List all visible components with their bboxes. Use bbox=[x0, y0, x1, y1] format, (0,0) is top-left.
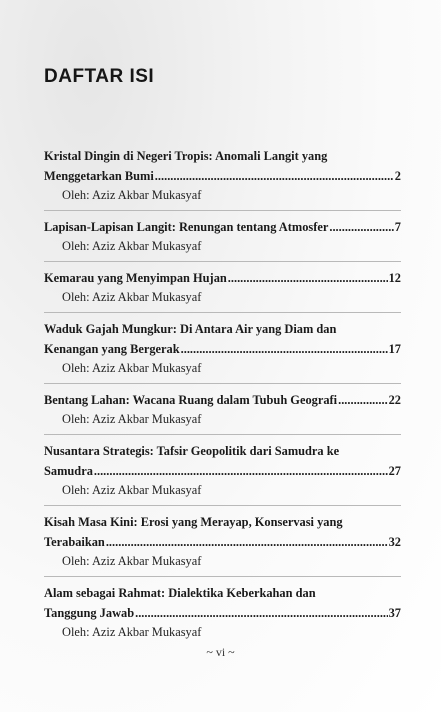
page-number: 7 bbox=[394, 220, 401, 234]
leader-dots bbox=[94, 461, 388, 481]
toc-entry-title-line: Samudra ..... 27 bbox=[44, 461, 401, 481]
toc-entry[interactable] bbox=[44, 512, 401, 574]
page-number: 12 bbox=[388, 271, 401, 285]
toc-entry-title-line: Lapisan-Lapisan Langit: Renungan tentang Atmosfer ..... 7 bbox=[44, 217, 401, 237]
toc-entry-author: Oleh: Aziz Akbar Mukasyaf bbox=[62, 239, 202, 253]
divider bbox=[44, 261, 401, 262]
toc-entry[interactable] bbox=[44, 390, 401, 432]
table-of-contents bbox=[44, 146, 401, 645]
toc-entry-author: Oleh: Aziz Akbar Mukasyaf bbox=[62, 361, 202, 375]
toc-entry-title-line: Menggetarkan Bumi ..... 2 bbox=[44, 166, 401, 186]
toc-entry-author: Oleh: Aziz Akbar Mukasyaf bbox=[62, 188, 202, 202]
toc-entry-title-line: Kenangan yang Bergerak ..... 17 bbox=[44, 339, 401, 359]
toc-entry-title-line: Kisah Masa Kini: Erosi yang Merayap, Konservasi yang bbox=[44, 515, 343, 529]
toc-entry-title-line: Bentang Lahan: Wacana Ruang dalam Tubuh Geografi ..... 22 bbox=[44, 390, 401, 410]
page-number: 17 bbox=[388, 342, 401, 356]
toc-entry-title-line: Nusantara Strategis: Tafsir Geopolitik dari Samudra ke bbox=[44, 444, 340, 458]
leader-dots bbox=[338, 390, 388, 410]
toc-entry-title-line: Tanggung Jawab ..... 37 bbox=[44, 603, 401, 623]
page-number: 37 bbox=[388, 606, 401, 620]
page-number: 27 bbox=[388, 464, 401, 478]
toc-entry-title-line: Terabaikan ..... 32 bbox=[44, 532, 401, 552]
page-number: 32 bbox=[388, 535, 401, 549]
leader-dots bbox=[228, 268, 388, 288]
toc-entry[interactable] bbox=[44, 319, 401, 381]
divider bbox=[44, 383, 401, 384]
page-number: 22 bbox=[388, 393, 401, 407]
toc-entry-title-line: Alam sebagai Rahmat: Dialektika Keberkahan dan bbox=[44, 586, 316, 600]
page-number-footer: ~ vi ~ bbox=[206, 645, 235, 659]
toc-entry-title-line: Kemarau yang Menyimpan Hujan ..... 12 bbox=[44, 268, 401, 288]
toc-entry-title-line: Kristal Dingin di Negeri Tropis: Anomali Langit yang bbox=[44, 149, 328, 163]
divider bbox=[44, 505, 401, 506]
divider bbox=[44, 312, 401, 313]
page-number: 2 bbox=[394, 169, 401, 183]
toc-entry-author: Oleh: Aziz Akbar Mukasyaf bbox=[62, 554, 202, 568]
toc-entry[interactable] bbox=[44, 441, 401, 503]
toc-entry-author: Oleh: Aziz Akbar Mukasyaf bbox=[62, 483, 202, 497]
divider bbox=[44, 210, 401, 211]
toc-entry[interactable] bbox=[44, 583, 401, 645]
toc-entry[interactable] bbox=[44, 217, 401, 259]
toc-entry[interactable] bbox=[44, 268, 401, 310]
toc-entry-title-line: Waduk Gajah Mungkur: Di Antara Air yang Diam dan bbox=[44, 322, 337, 336]
leader-dots bbox=[106, 532, 388, 552]
leader-dots bbox=[155, 166, 394, 186]
leader-dots bbox=[181, 339, 388, 359]
divider bbox=[44, 434, 401, 435]
leader-dots bbox=[135, 603, 388, 623]
leader-dots bbox=[329, 217, 393, 237]
toc-entry-author: Oleh: Aziz Akbar Mukasyaf bbox=[62, 625, 202, 639]
toc-entry-author: Oleh: Aziz Akbar Mukasyaf bbox=[62, 412, 202, 426]
toc-entry[interactable] bbox=[44, 146, 401, 208]
page-title: DAFTAR ISI bbox=[44, 66, 155, 87]
divider bbox=[44, 576, 401, 577]
toc-entry-author: Oleh: Aziz Akbar Mukasyaf bbox=[62, 290, 202, 304]
